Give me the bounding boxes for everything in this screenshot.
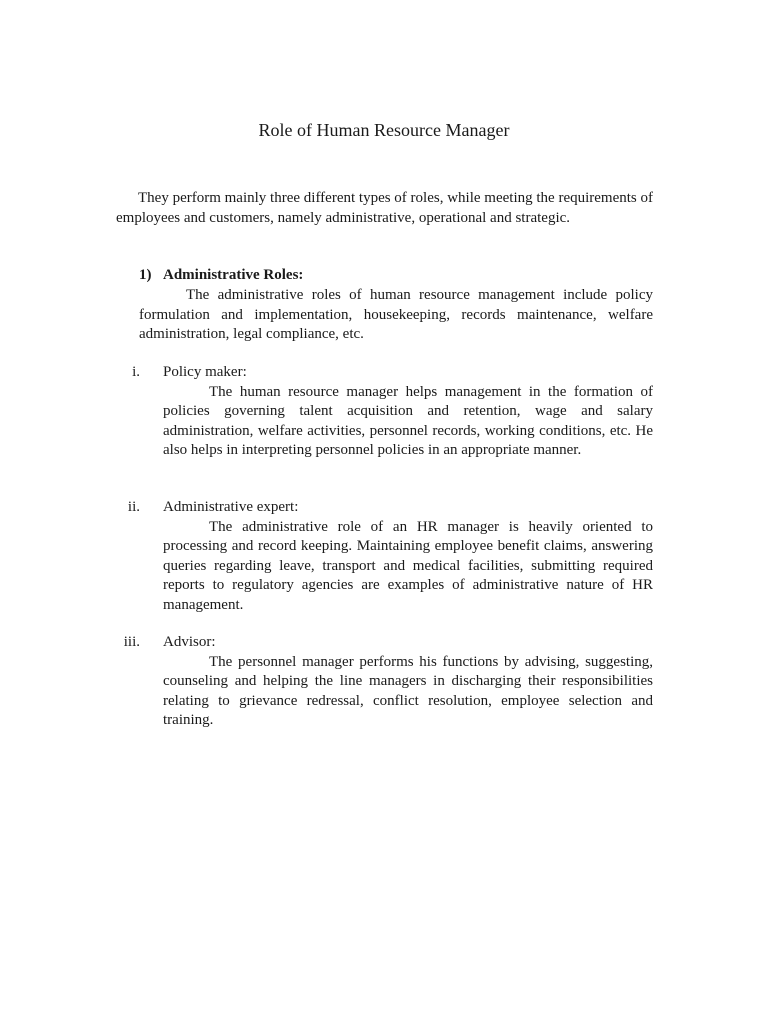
- document-title: Role of Human Resource Manager: [258, 120, 510, 140]
- list-item-title: Advisor:: [163, 634, 216, 650]
- list-item-body: The human resource manager helps management in the formation of policies governing talent acquisition and retention, wage and salary administration, welfare activities, personnel records, working conditions, etc. He also helps in interpreting personnel policies in an appropriate manner.: [163, 383, 653, 458]
- list-item-title: Administrative expert:: [163, 499, 299, 515]
- section-number: 1): [139, 267, 152, 283]
- section-body: The administrative roles of human resource management include policy formulation and implementation, housekeeping, records maintenance, welfare administration, legal compliance, etc.: [139, 287, 653, 342]
- list-item-body: The personnel manager performs his functions by advising, suggesting, counseling and helping the line managers in discharging their responsibilities relating to grievance redressal, conflict resolution, employee selection and training.: [163, 653, 653, 728]
- list-item-numeral: ii.: [127, 499, 140, 515]
- list-item-title: Policy maker:: [163, 364, 247, 380]
- list-item-body: The administrative role of an HR manager is heavily oriented to processing and record keeping. Maintaining employee benefit claims, answering queries regarding leave, transport and medical facilities, submitting required reports to regulatory agencies are examples of administrative nature of HR management.: [163, 518, 653, 613]
- list-item-numeral: i.: [132, 364, 140, 380]
- list-item-numeral: iii.: [123, 634, 140, 650]
- section-heading-text: Administrative Roles:: [163, 267, 304, 283]
- section-heading: [139, 266, 303, 286]
- intro-paragraph: They perform mainly three different types of roles, while meeting the requirements of employees and customers, namely administrative, operational and strategic.: [116, 190, 653, 226]
